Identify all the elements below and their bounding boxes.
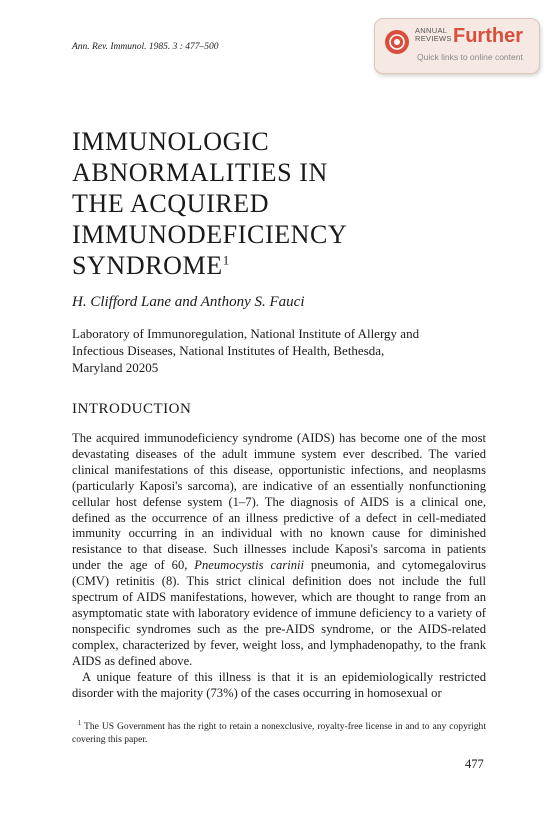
body-paragraph-1 [72, 431, 486, 670]
badge-reviews-word: REVIEWS [415, 34, 452, 43]
article-authors: H. Clifford Lane and Anthony S. Fauci [72, 294, 305, 310]
title-line: IMMUNODEFICIENCY [72, 220, 348, 249]
affiliation-line: Laboratory of Immunoregulation, National Institute of Allergy and [72, 326, 420, 341]
annual-reviews-logo-icon [385, 30, 409, 54]
footnote-marker: 1 [77, 719, 82, 727]
paragraph-text: The acquired immunodeficiency syndrome (AIDS) has become one of the most devastating diseases of the adult immune system ever described. The varied clinical manifestations of this disease, opportunistic infections, and neoplasms (particularly Kaposi's sarcoma), are indicative of an essentially nonfunctioning cellular host defense system (1–7). The diagnosis of AIDS is a clinical one, defined as the occurrence of an illness predictive of a defect in cell-mediated immunity occurring in an individual with no known cause for diminished resistance to that disease. Such illnesses include Kaposi's sarcoma in patients under the age of 60, [72, 431, 486, 573]
badge-subtitle[interactable]: Quick links to online content [417, 52, 523, 62]
title-line: SYNDROME [72, 251, 223, 280]
section-heading: INTRODUCTION [72, 401, 192, 417]
author-affiliation [72, 325, 492, 376]
footnote [72, 717, 486, 746]
paragraph-text: pneumonia, and cytomegalovirus (CMV) retinitis (8). This strict clinical definition does not include the full spectrum of AIDS manifestations, however, which are thought to range from an asymptomatic state with laboratory evidence of immune deficiency to a variety of nonspecific syndromes such as the pre-AIDS syndrome, or the AIDS-related complex, characterized by fever, weight loss, and lymphadenopathy, to the frank AIDS as defined above. [72, 558, 486, 668]
title-line-last [72, 250, 492, 281]
affiliation-line: Infectious Diseases, National Institutes of Health, Bethesda, [72, 343, 385, 358]
badge-annual-word: ANNUAL [415, 26, 448, 35]
journal-citation: Ann. Rev. Immunol. 1985. 3 : 477–500 [72, 42, 219, 52]
title-line: IMMUNOLOGIC [72, 127, 270, 156]
affiliation-line: Maryland 20205 [72, 360, 159, 375]
further-reviews-badge[interactable] [374, 18, 540, 74]
body-paragraph-2: A unique feature of this illness is that it is an epidemiologically restricted disorder with the majority (73%) of the cases occurring in homosexual or [72, 669, 486, 700]
article-title [72, 126, 492, 281]
footnote-text: The US Government has the right to retain a nonexclusive, royalty-free license in and to any copyright covering this paper. [72, 721, 487, 746]
title-line: THE ACQUIRED [72, 189, 270, 218]
title-line: ABNORMALITIES IN [72, 158, 328, 187]
title-footnote-marker[interactable]: 1 [222, 252, 230, 268]
badge-further-label[interactable]: Further [453, 25, 523, 47]
paragraph-italic-term: Pneumocystis carinii [194, 558, 305, 573]
article-body [72, 431, 486, 701]
badge-publisher-name [415, 27, 452, 43]
page-number: 477 [465, 757, 484, 771]
